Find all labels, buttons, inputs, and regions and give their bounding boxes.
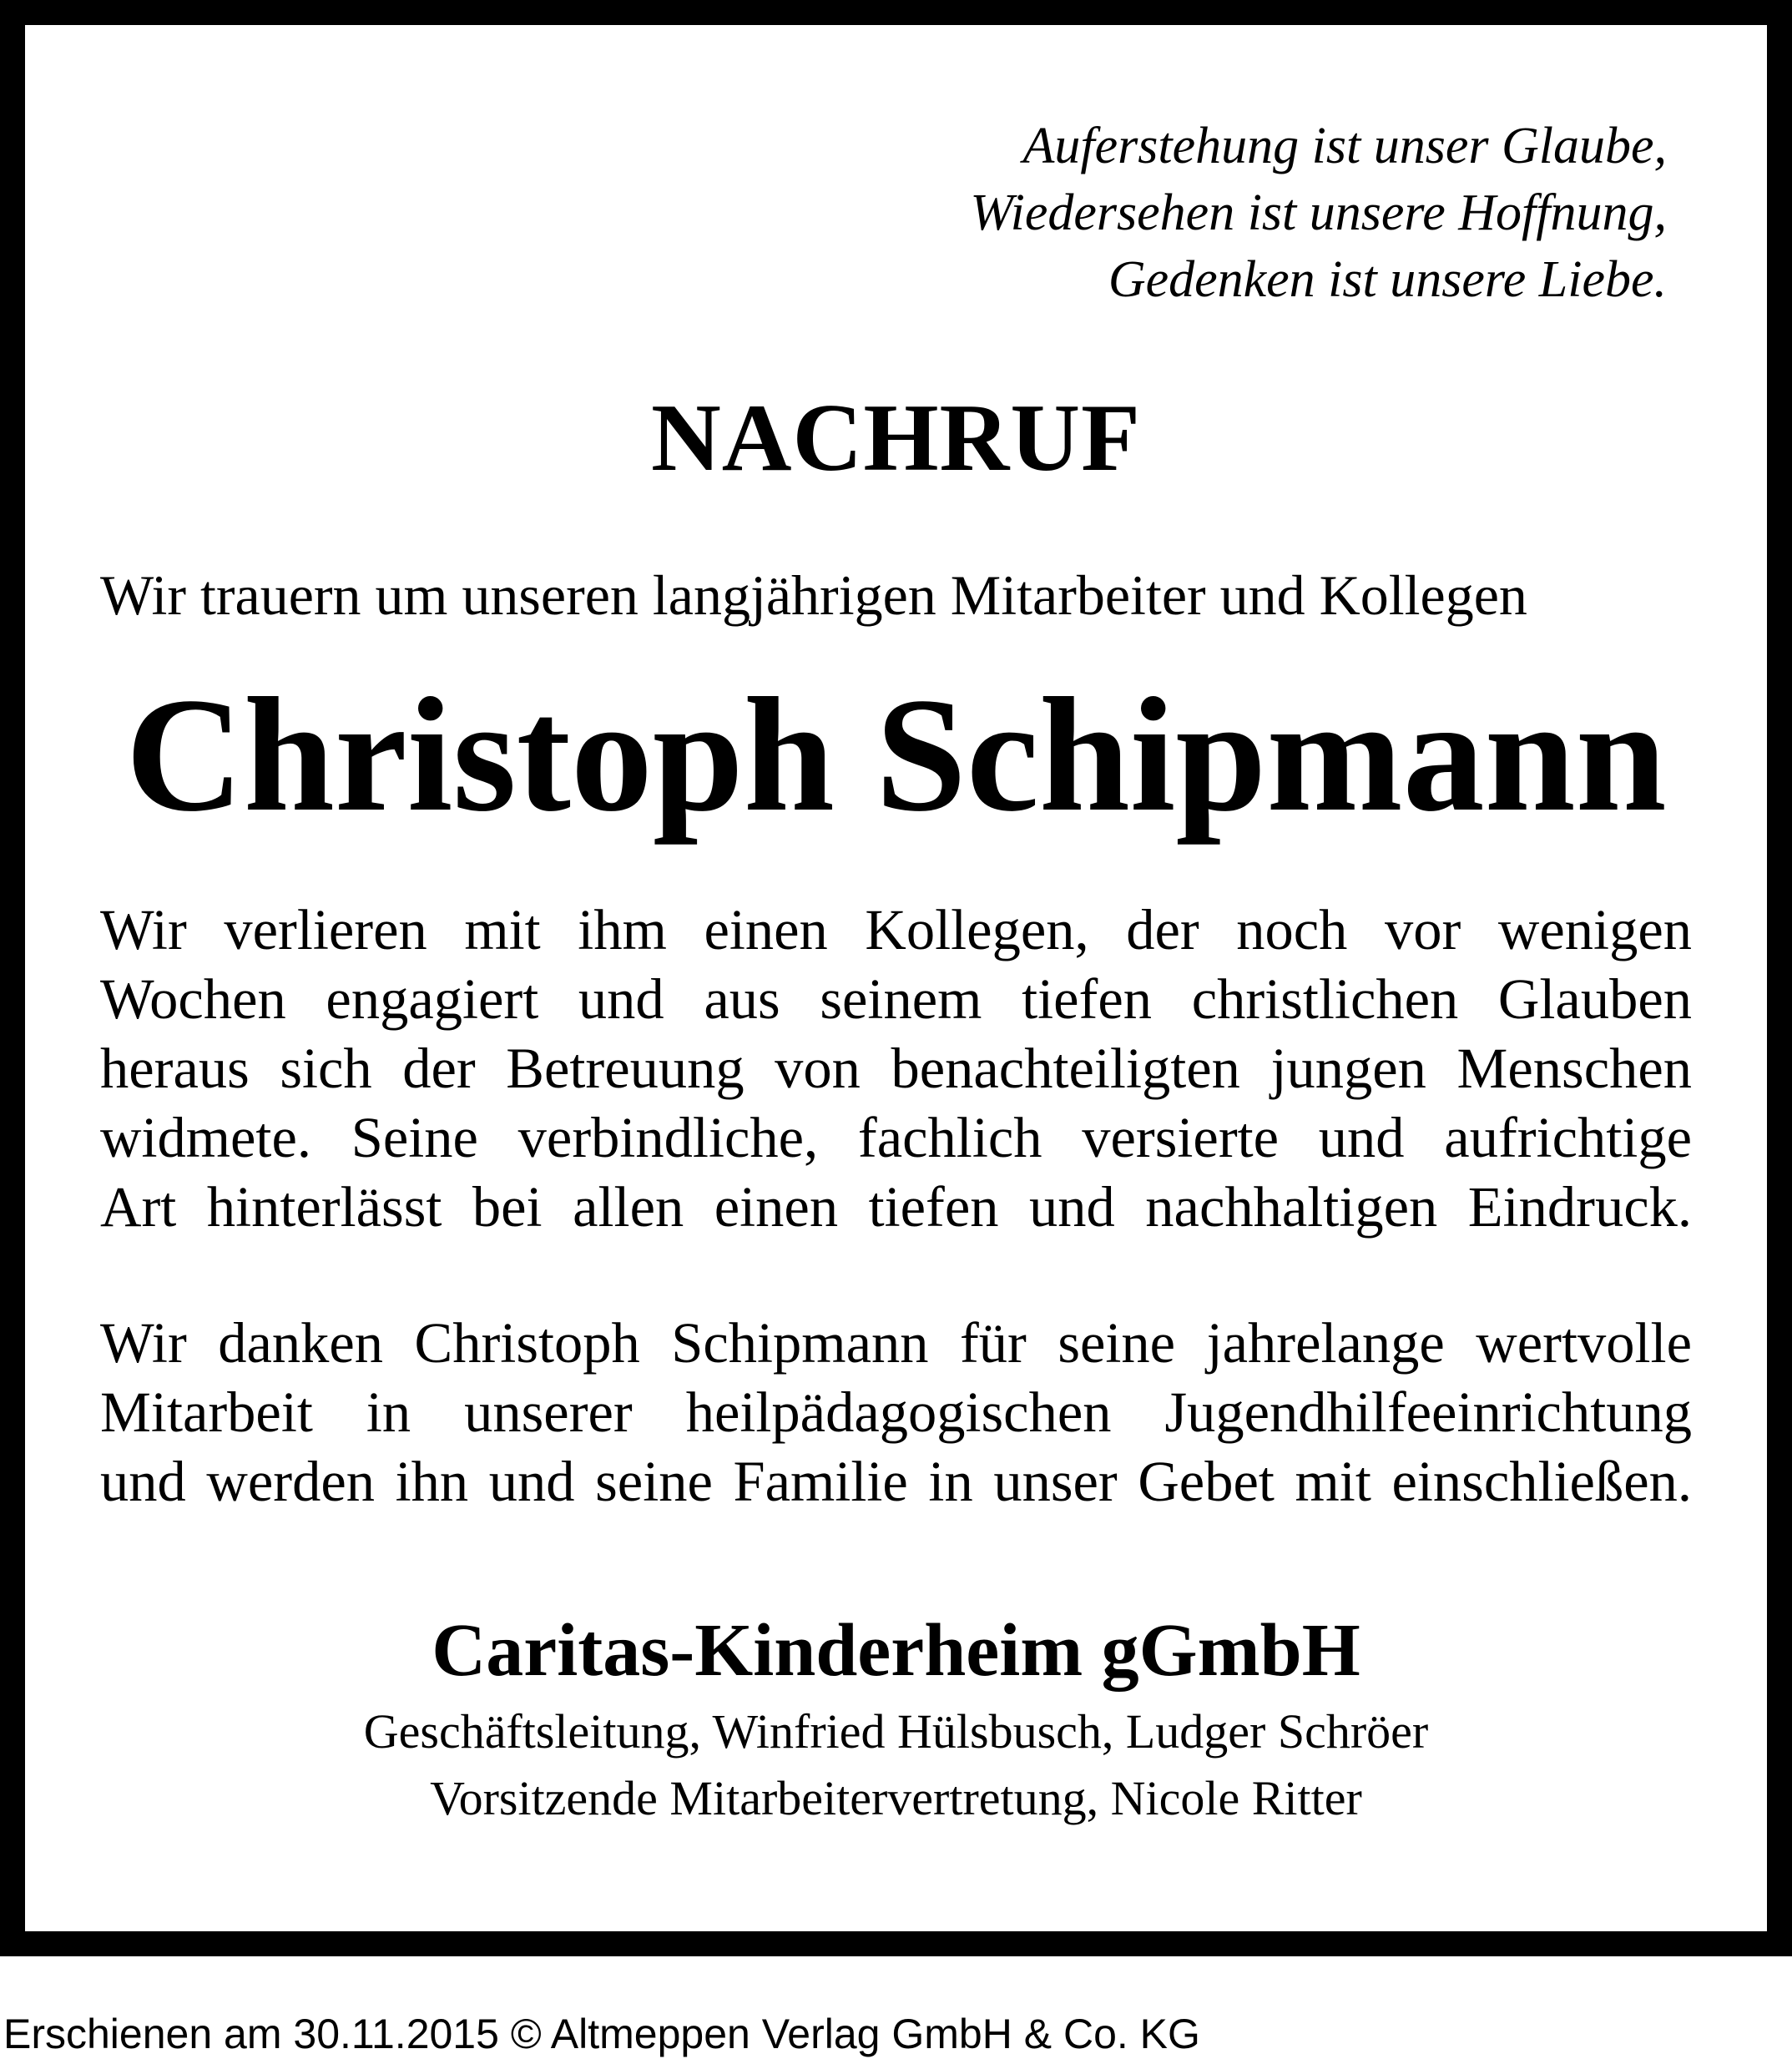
paragraph-line: Art hinterlässt bei allen einen tiefen und nachhaltigen Eindruck. bbox=[100, 1175, 1692, 1239]
motto-line: Wiedersehen ist unsere Hoffnung, bbox=[970, 184, 1667, 241]
paragraph-line: Mitarbeit in unserer heilpädagogischen Jugendhilfeeinrichtung bbox=[100, 1380, 1692, 1444]
paragraph-line: Wochen engagiert und aus seinem tiefen christlichen Glauben bbox=[100, 967, 1692, 1031]
organization-name: Caritas-Kinderheim gGmbH bbox=[432, 1609, 1360, 1692]
motto-verse bbox=[970, 113, 1667, 313]
signer-line: Geschäftsleitung, Winfried Hülsbusch, Ludger Schröer bbox=[363, 1704, 1429, 1759]
paragraph-line: und werden ihn und seine Familie in unser Gebet mit einschließen. bbox=[100, 1450, 1692, 1513]
paragraph-line: widmete. Seine verbindliche, fachlich versierte und aufrichtige bbox=[100, 1106, 1692, 1169]
intro-text: Wir trauern um unseren langjährigen Mitarbeiter und Kollegen bbox=[100, 563, 1527, 627]
tribute-paragraph bbox=[100, 896, 1692, 1242]
motto-line: Auferstehung ist unser Glaube, bbox=[1022, 118, 1667, 174]
publication-footer: Erschienen am 30.11.2015 © Altmeppen Verlag GmbH & Co. KG bbox=[3, 2011, 1200, 2057]
motto-line: Gedenken ist unsere Liebe. bbox=[1108, 251, 1667, 308]
obituary-heading: NACHRUF bbox=[651, 385, 1141, 492]
paragraph-line: Wir verlieren mit ihm einen Kollegen, der noch vor wenigen bbox=[100, 898, 1692, 961]
signer-line: Vorsitzende Mitarbeitervertretung, Nicole Ritter bbox=[430, 1771, 1362, 1825]
deceased-name: Christoph Schipmann bbox=[125, 664, 1667, 845]
paragraph-line: heraus sich der Betreuung von benachteiligten jungen Menschen bbox=[100, 1037, 1692, 1100]
paragraph-line: Wir danken Christoph Schipmann für seine jahrelange wertvolle bbox=[100, 1311, 1692, 1375]
thanks-paragraph bbox=[100, 1309, 1692, 1516]
